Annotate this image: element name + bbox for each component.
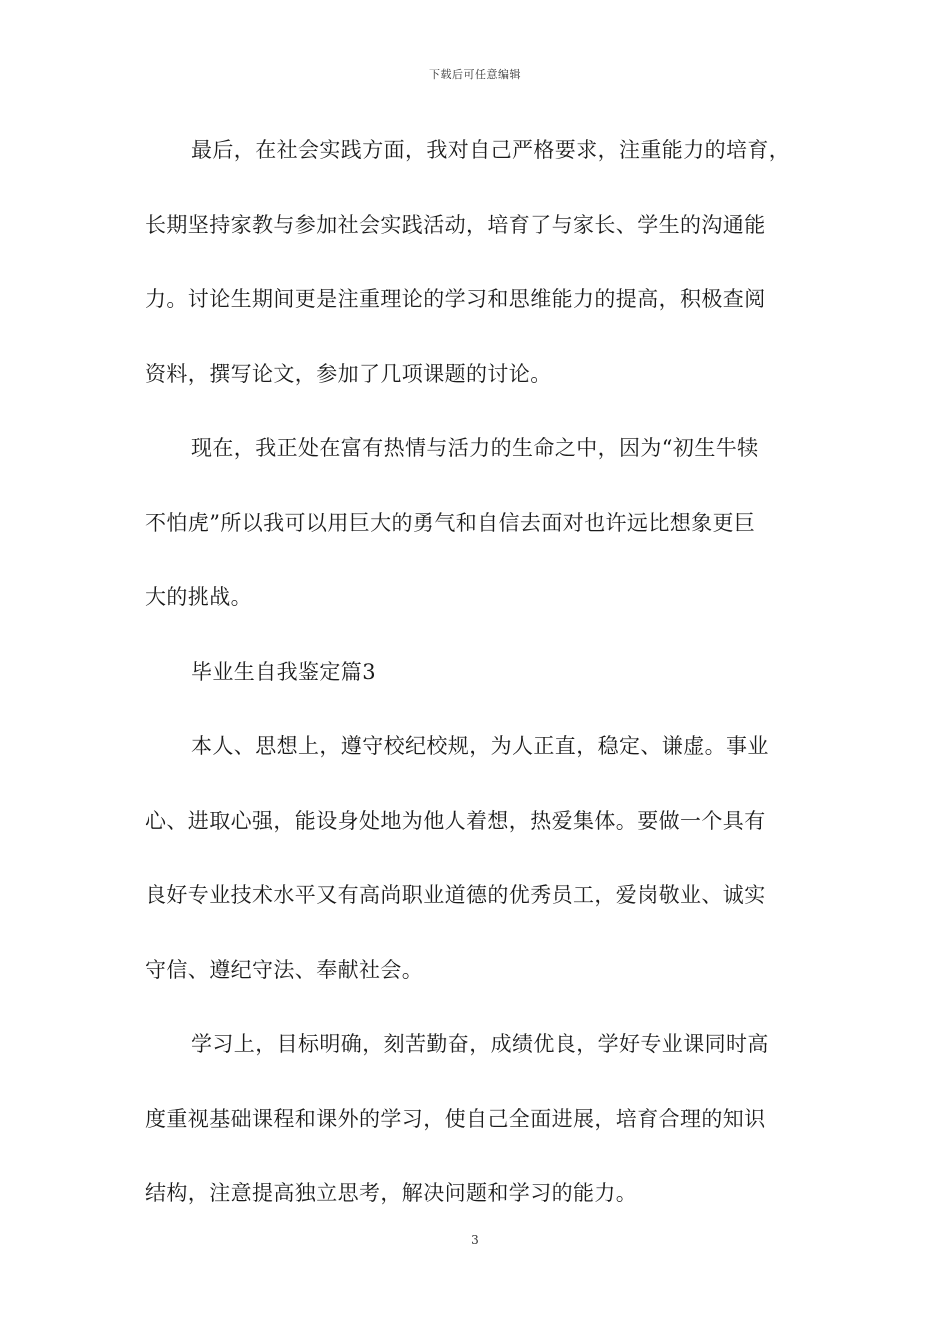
document-body xyxy=(145,128,810,1246)
page-header: 下载后可任意编辑 xyxy=(429,68,521,81)
text-line: 守信、遵纪守法、奉献社会。 xyxy=(145,957,424,982)
text-line: 大的挑战。 xyxy=(145,585,252,609)
text-line: 不怕虎”所以我可以用巨大的勇气和自信去面对也许远比想象更巨 xyxy=(145,510,756,535)
text-line: 良好专业技术水平又有高尚职业道德的优秀员工，爱岗敬业、诚实 xyxy=(145,883,766,907)
text-line: 本人、思想上，遵守校纪校规，为人正直，稳定、谦虚。事业 xyxy=(191,734,769,758)
section-heading: 毕业生自我鉴定篇3 xyxy=(191,659,376,684)
text-line: 结构，注意提高独立思考，解决问题和学习的能力。 xyxy=(145,1181,638,1205)
text-line: 力。讨论生期间更是注重理论的学习和思维能力的提高，积极查阅 xyxy=(145,287,766,311)
text-line: 现在，我正处在富有热情与活力的生命之中，因为“初生牛犊 xyxy=(191,436,759,460)
text-line: 最后，在社会实践方面，我对自己严格要求，注重能力的培育， xyxy=(191,138,791,162)
text-line: 长期坚持家教与参加社会实践活动，培育了与家长、学生的沟通能 xyxy=(145,212,766,237)
text-line: 度重视基础课程和课外的学习，使自己全面进展，培育合理的知识 xyxy=(145,1106,766,1131)
text-line: 心、进取心强，能设身处地为他人着想，热爱集体。要做一个具有 xyxy=(145,808,766,833)
page-number: 3 xyxy=(471,1233,479,1247)
text-line: 学习上，目标明确，刻苦勤奋，成绩优良，学好专业课同时高 xyxy=(191,1032,769,1056)
text-line: 资料，撰写论文，参加了几项课题的讨论。 xyxy=(145,361,552,386)
